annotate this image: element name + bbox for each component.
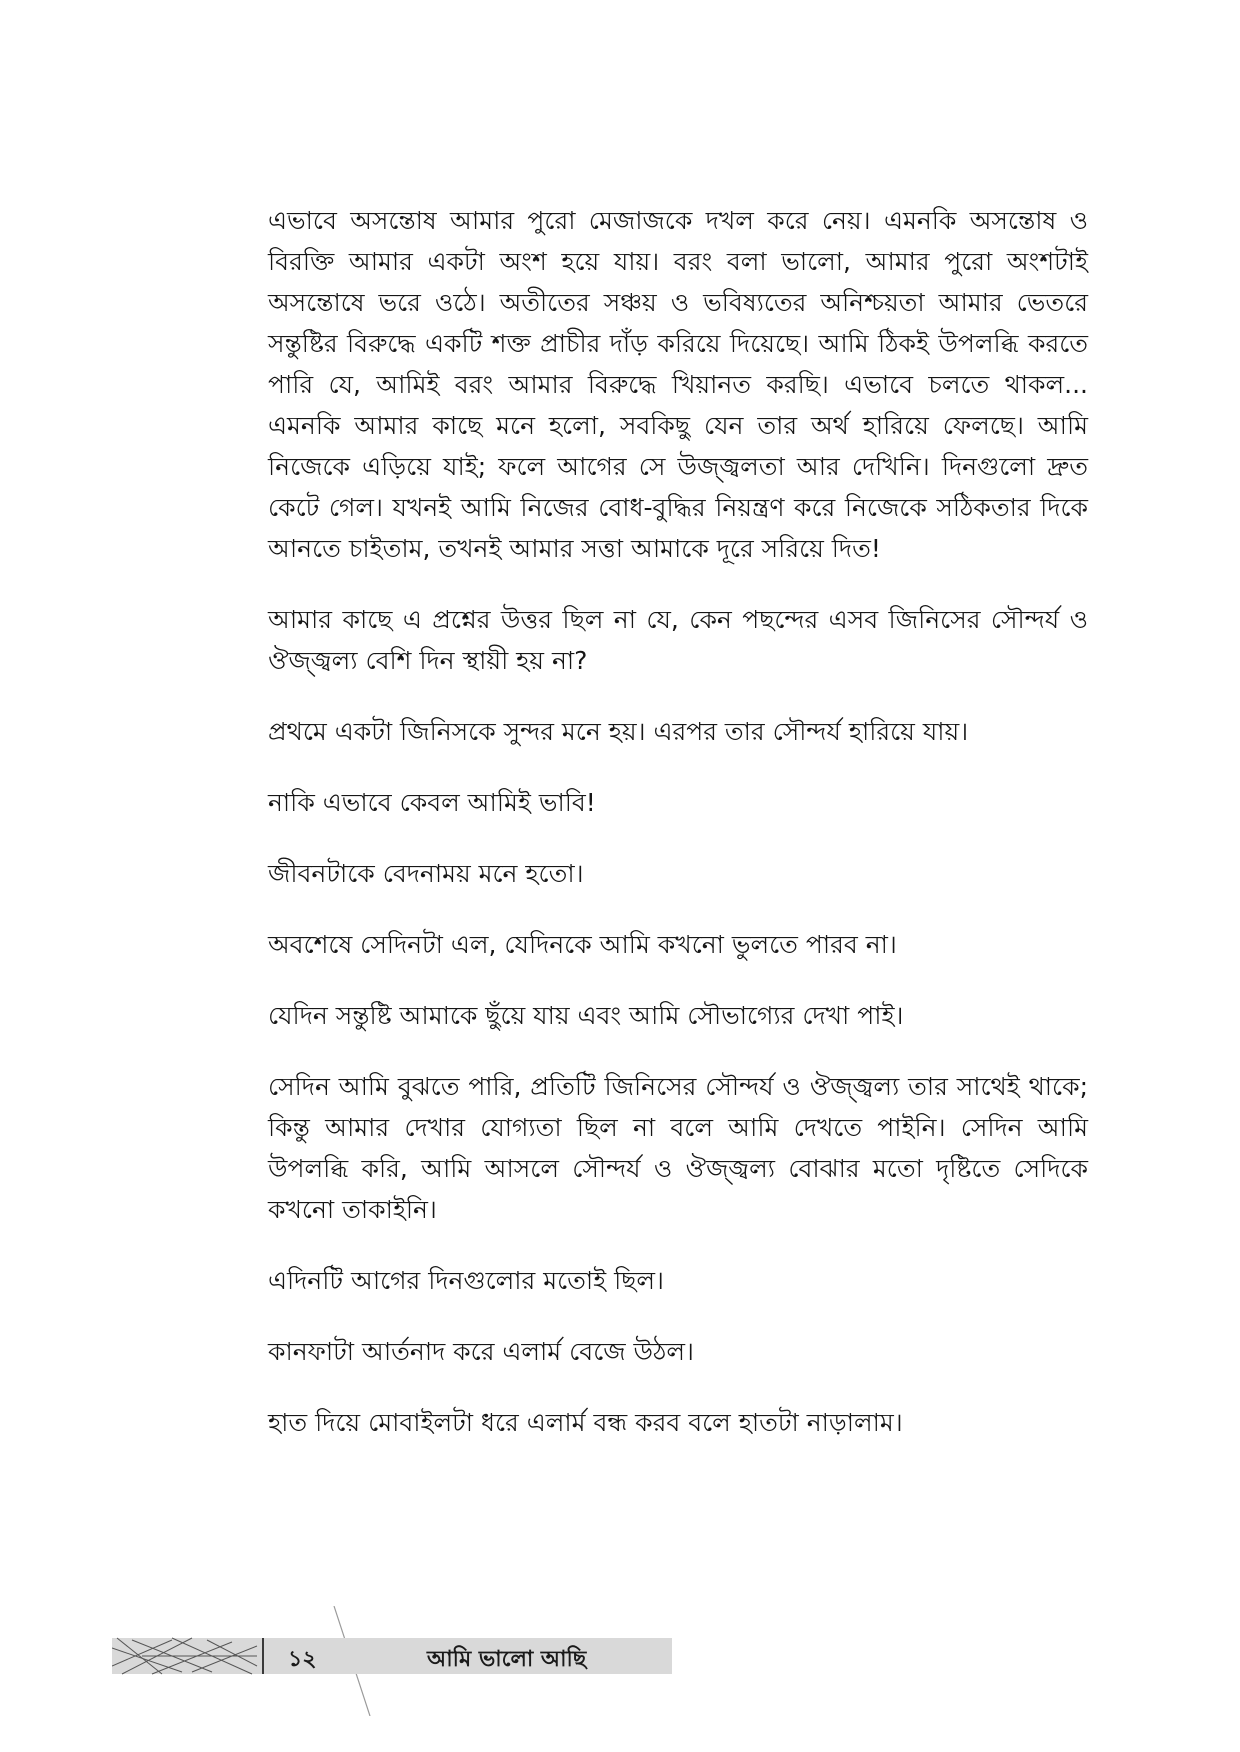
paragraph: সেদিন আমি বুঝতে পারি, প্রতিটি জিনিসের সৌন্দর্য ও ঔজ্জ্বল্য তার সাথেই থাকে; কিন্তু আমার দেখার যোগ্যতা ছিল না বলে আমি দেখতে পাইনি। সেদিন আমি উপলব্ধি করি, আমি আসলে সৌন্দর্য ও ঔজ্জ্বল্য বোঝার মতো দৃষ্টিতে সেদিকে কখনো তাকাইনি। xyxy=(268,1072,1088,1224)
book-title: আমি ভালো আছি xyxy=(427,1647,587,1672)
paragraph: অবশেষে সেদিনটা এল, যেদিনকে আমি কখনো ভুলতে পারব না। xyxy=(268,930,897,959)
footer-divider xyxy=(262,1638,264,1674)
paragraph: জীবনটাকে বেদনাময় মনে হতো। xyxy=(268,859,584,888)
paragraph: কানফাটা আর্তনাদ করে এলার্ম বেজে উঠল। xyxy=(268,1337,694,1366)
paragraph: এদিনটি আগের দিনগুলোর মতোই ছিল। xyxy=(268,1266,664,1295)
paragraph: এভাবে অসন্তোষ আমার পুরো মেজাজকে দখল করে নেয়। এমনকি অসন্তোষ ও বিরক্তি আমার একটা অংশ হয়ে যায়। বরং বলা ভালো, আমার পুরো অংশটাই অসন্তোষে ভরে ওঠে। অতীতের সঞ্চয় ও ভবিষ্যতের অনিশ্চয়তা আমার ভেতরে সন্তুষ্টির বিরুদ্ধে একটি শক্ত প্রাচীর দাঁড় করিয়ে দিয়েছে। আমি ঠিকই উপলব্ধি করতে পারি যে, আমিই বরং আমার বিরুদ্ধে খিয়ানত করছি। এভাবে চলতে থাকল... এমনকি আমার কাছে মনে হলো, সবকিছু যেন তার অর্থ হারিয়ে ফেলছে। আমি নিজেকে এড়িয়ে যাই; ফলে আগের সে উজ্জ্বলতা আর দেখিনি। দিনগুলো দ্রুত কেটে গেল। যখনই আমি নিজের বোধ-বুদ্ধির নিয়ন্ত্রণ করে নিজেকে সঠিকতার দিকে আনতে চাইতাম, তখনই আমার সত্তা আমাকে দূরে সরিয়ে দিত! xyxy=(268,206,1088,563)
body-text xyxy=(268,200,1088,1473)
paragraph: নাকি এভাবে কেবল আমিই ভাবি! xyxy=(268,788,596,817)
page-number: ১২ xyxy=(288,1647,317,1672)
paragraph: প্রথমে একটা জিনিসকে সুন্দর মনে হয়। এরপর তার সৌন্দর্য হারিয়ে যায়। xyxy=(268,717,969,746)
footer-line-pattern xyxy=(112,1636,272,1676)
paragraph: যেদিন সন্তুষ্টি আমাকে ছুঁয়ে যায় এবং আমি সৌভাগ্যের দেখা পাই। xyxy=(268,1001,904,1030)
paragraph: আমার কাছে এ প্রশ্নের উত্তর ছিল না যে, কেন পছন্দের এসব জিনিসের সৌন্দর্য ও ঔজ্জ্বল্য বেশি দিন স্থায়ী হয় না? xyxy=(268,605,1088,675)
paragraph: হাত দিয়ে মোবাইলটা ধরে এলার্ম বন্ধ করব বলে হাতটা নাড়ালাম। xyxy=(268,1408,903,1437)
page-footer xyxy=(112,1636,672,1676)
